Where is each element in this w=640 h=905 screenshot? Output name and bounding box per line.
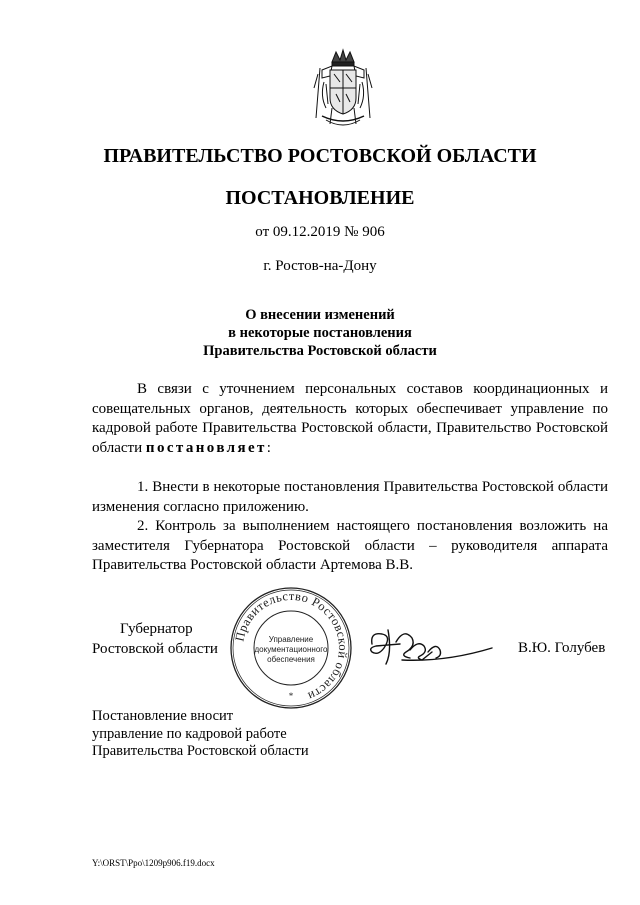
svg-text:*: * [288,691,294,701]
intro-text: В связи с уточнением персональных составов координационных и совещательных органов, деятельность которых обеспечивает управление по кадровой работе Правительства Ростовской области, Правительство Ростовской области [92,381,608,456]
position-line: Губернатор [120,621,193,637]
decree-item: 1. Внести в некоторые постановления Правительства Ростовской области изменения согласно приложению. [92,479,608,515]
decree-word: постановляет [145,439,267,456]
subject-line: в некоторые постановления [228,325,412,341]
position-line: Ростовской области [92,641,218,657]
document-city: г. Ростов-на-Дону [263,258,377,274]
document-date-number: от 09.12.2019 № 906 [255,224,385,240]
decree-item: 2. Контроль за выполнением настоящего постановления возложить на заместителя Губернатора Ростовской области – руководителя аппарата Правительства Ростовской области Артемова В.В. [92,518,608,573]
prepared-by-line: Постановление вносит [92,708,234,724]
prepared-by-line: управление по кадровой работе [92,725,287,742]
official-stamp [228,585,354,711]
government-title: ПРАВИТЕЛЬСТВО РОСТОВСКОЙ ОБЛАСТИ [103,145,537,167]
file-path: Y:\ORST\Ppo\1209p906.f19.docx [92,858,215,868]
stamp-line: Управление [268,635,314,644]
decree-items [92,478,608,576]
coat-of-arms-icon [312,48,374,132]
signatory-name: В.Ю. Голубев [518,640,606,656]
intro-paragraph [92,380,608,458]
prepared-by-line: Правительства Ростовской области [92,743,309,759]
stamp-outer-text: Правительство Ростовской области [232,588,351,704]
subject-line: Правительства Ростовской области [203,343,437,359]
subject-line: О внесении изменений [245,307,395,323]
stamp-line: обеспечения [267,655,315,664]
signatory-position [92,619,218,659]
document-type: ПОСТАНОВЛЕНИЕ [225,187,415,209]
intro-end: : [266,439,271,456]
prepared-by [92,708,309,761]
document-subject [0,306,640,360]
stamp-line: документационного [254,645,328,654]
handwritten-signature [366,622,498,672]
